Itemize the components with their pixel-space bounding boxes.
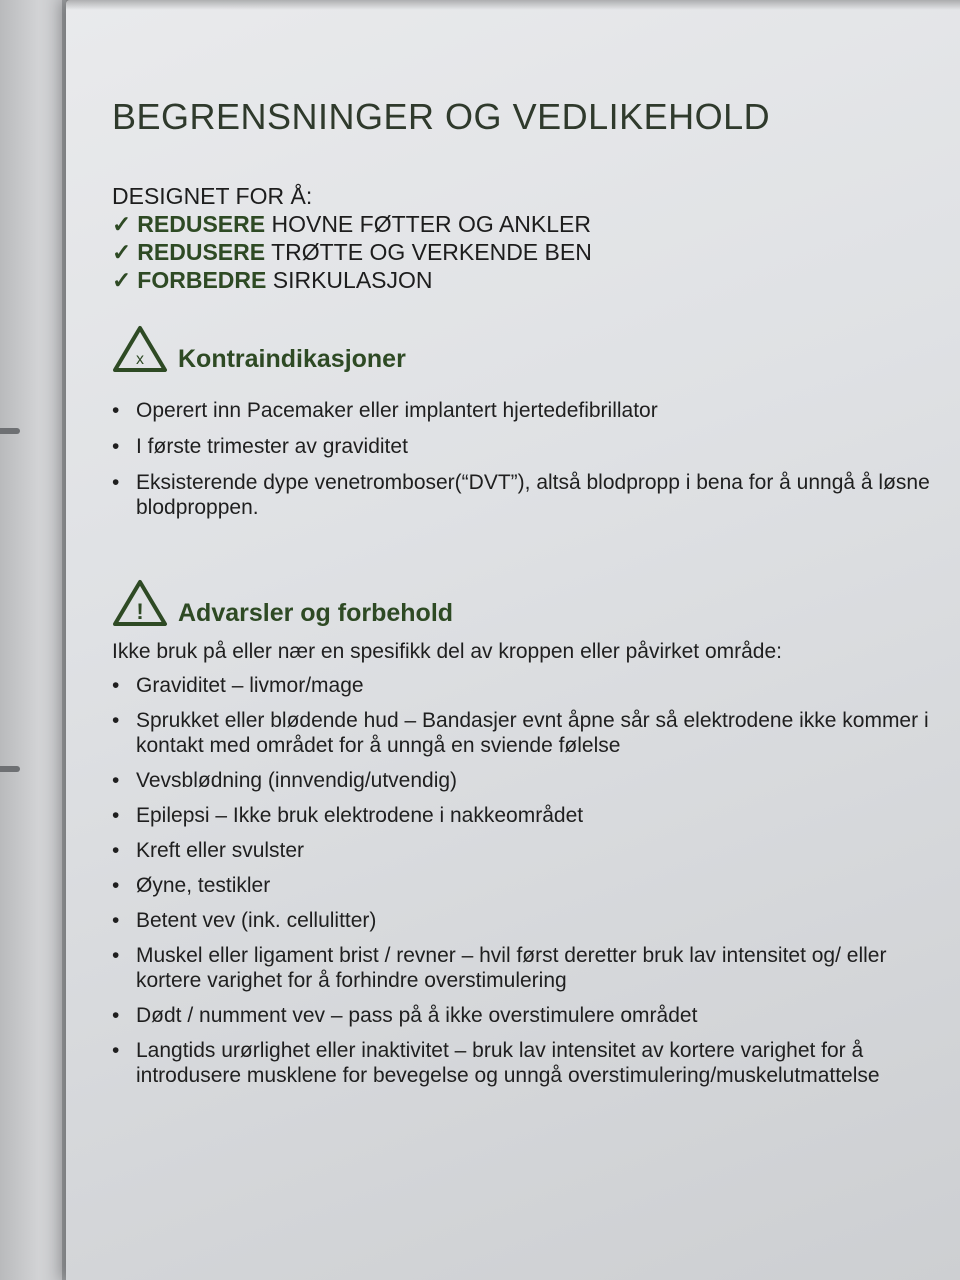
contraindications-heading (112, 324, 406, 374)
list-item: • Graviditet – livmor/mage (112, 673, 932, 698)
warnings-title: Advarsler og forbehold (178, 599, 454, 627)
warning-triangle-icon (112, 578, 168, 628)
designed-for-text: TRØTTE OG VERKENDE BEN (265, 239, 592, 265)
list-item: • Operert inn Pacemaker eller implantert hjertedefibrillator (112, 398, 932, 423)
designed-for-verb: REDUSERE (137, 239, 266, 265)
list-item: • Dødt / numment vev – pass på å ikke overstimulere området (112, 1003, 932, 1028)
designed-for-verb: REDUSERE (137, 211, 266, 237)
binder-ring (0, 428, 20, 434)
designed-for-item (112, 238, 592, 266)
x-triangle-symbol: x (136, 351, 144, 368)
binder-ring (0, 766, 20, 772)
contraindications-title: Kontraindikasjoner (178, 345, 406, 373)
page-title: BEGRENSNINGER OG VEDLIKEHOLD (112, 96, 771, 137)
list-item: • Langtids urørlighet eller inaktivitet – bruk lav intensitet av kortere varighet for å introdusere musklene for bevegelse og unngå overstimulering/muskelutmattelse (112, 1038, 932, 1088)
designed-for-verb: FORBEDRE (137, 267, 267, 293)
warning-triangle-symbol: ! (136, 599, 144, 624)
designed-for-item (112, 210, 592, 238)
designed-for-text: HOVNE FØTTER OG ANKLER (265, 211, 591, 237)
list-item: • Sprukket eller blødende hud – Bandasjer evnt åpne sår så elektrodene ikke kommer i kontakt med området for å unngå en sviende følelse (112, 708, 932, 758)
contraindications-list (112, 398, 932, 520)
list-item: • Vevsblødning (innvendig/utvendig) (112, 768, 932, 793)
warnings-intro: Ikke bruk på eller nær en spesifikk del av kroppen eller påvirket område: (112, 640, 782, 663)
list-item: • Kreft eller svulster (112, 838, 932, 863)
designed-for-item (112, 266, 592, 294)
list-item: • Muskel eller ligament brist / revner – hvil først deretter bruk lav intensitet og/ eller kortere varighet for å forhindre overstimulering (112, 943, 932, 993)
previous-page-edge (0, 0, 70, 1280)
list-item: • I første trimester av graviditet (112, 434, 932, 459)
check-icon: ✓ (112, 239, 132, 265)
list-item: • Epilepsi – Ikke bruk elektrodene i nakkeområdet (112, 803, 932, 828)
warnings-heading (112, 578, 453, 628)
list-item: • Øyne, testikler (112, 873, 932, 898)
check-icon: ✓ (112, 267, 132, 293)
list-item: • Eksisterende dype venetromboser(“DVT”), altså blodpropp i bena for å unngå å løsne blodproppen. (112, 470, 932, 520)
check-icon: ✓ (112, 211, 132, 237)
x-triangle-icon (112, 324, 168, 374)
page-shadow (66, 0, 960, 10)
warnings-list (112, 673, 932, 1088)
designed-for-text: SIRKULASJON (266, 267, 433, 293)
designed-for-block (112, 182, 592, 294)
list-item: • Betent vev (ink. cellulitter) (112, 908, 932, 933)
designed-for-heading: DESIGNET FOR Å: (112, 183, 313, 209)
